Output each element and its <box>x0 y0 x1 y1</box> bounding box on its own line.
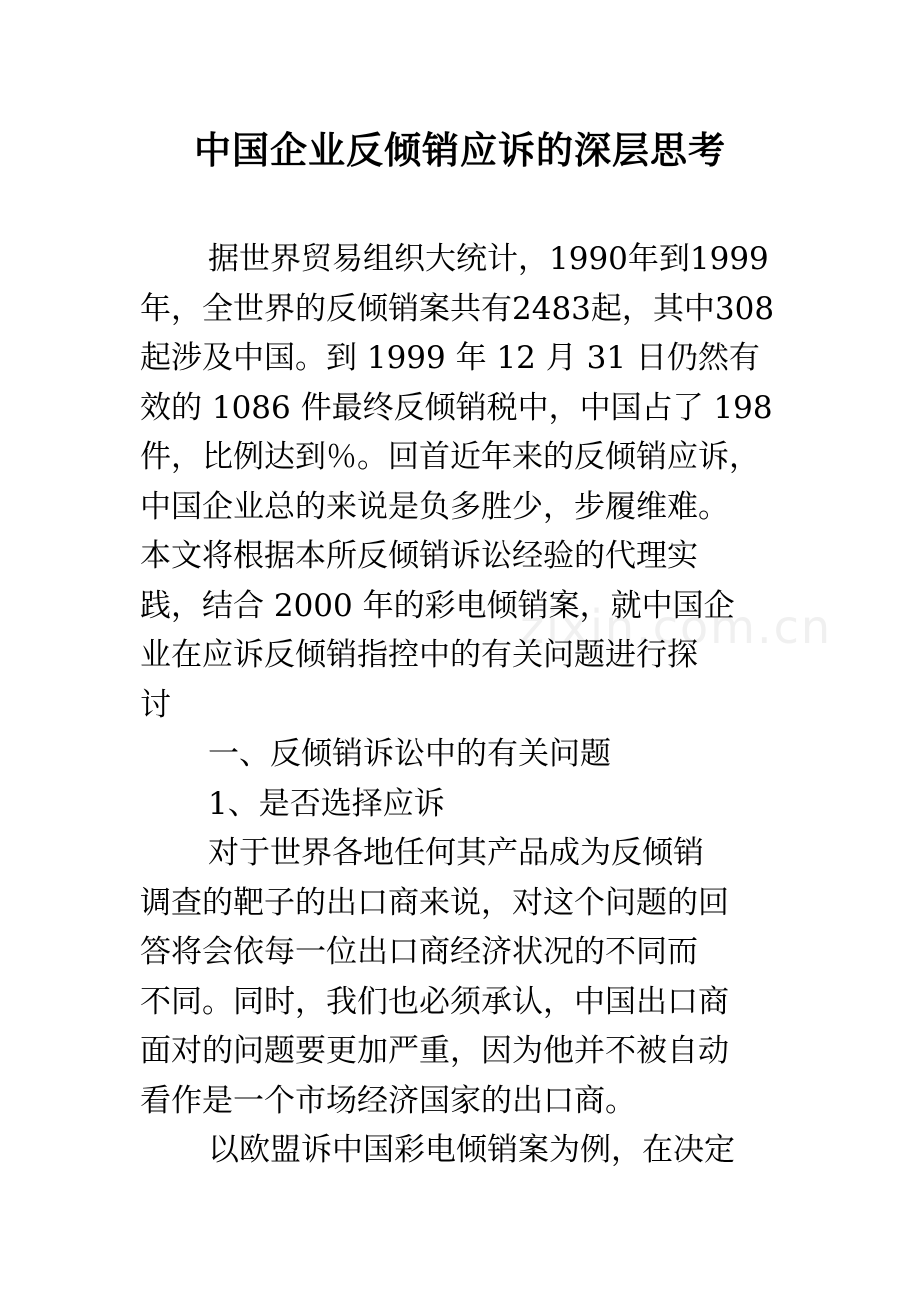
text-line: 以欧盟诉中国彩电倾销案为例，在决定 <box>208 1132 735 1168</box>
text-line: 效的 1086 件最终反倾销税中，中国占了 198 <box>140 389 773 426</box>
text-line: 践，结合 2000 年的彩电倾销案，就中国企 <box>140 587 735 624</box>
text-line: 不同。同时，我们也必须承认，中国出口商 <box>140 983 729 1020</box>
document-body <box>140 235 790 1176</box>
text-line: 业在应诉反倾销指控中的有关问题进行探 <box>140 637 698 673</box>
document-title: 中国企业反倾销应诉的深层思考 <box>194 128 726 172</box>
text-line: 起涉及中国。到 1999 年 12 月 31 日仍然有 <box>140 340 760 376</box>
text-line: 据世界贸易组织大统计，1990年到1999 <box>208 241 769 277</box>
text-line: 件，比例达到％。回首近年来的反倾销应诉， <box>140 439 760 475</box>
text-line: 本文将根据本所反倾销诉讼经验的代理实 <box>140 538 698 574</box>
text-line: 一、反倾销诉讼中的有关问题 <box>208 736 611 772</box>
text-line: 年，全世界的反倾销案共有2483起，其中308 <box>140 290 775 327</box>
text-line: 讨 <box>140 686 171 723</box>
watermark: zixin.com.cn <box>520 600 833 654</box>
text-line: 面对的问题要更加严重，因为他并不被自动 <box>140 1033 729 1069</box>
text-line: 答将会依每一位出口商经济状况的不同而 <box>140 934 698 970</box>
text-line: 看作是一个市场经济国家的出口商。 <box>140 1082 636 1119</box>
text-line: 调查的靶子的出口商来说，对这个问题的回 <box>140 884 729 921</box>
text-line: 中国企业总的来说是负多胜少，步履维难。 <box>140 488 729 525</box>
text-line: 对于世界各地任何其产品成为反倾销 <box>208 835 704 871</box>
text-line: 1、是否选择应诉 <box>208 785 445 822</box>
